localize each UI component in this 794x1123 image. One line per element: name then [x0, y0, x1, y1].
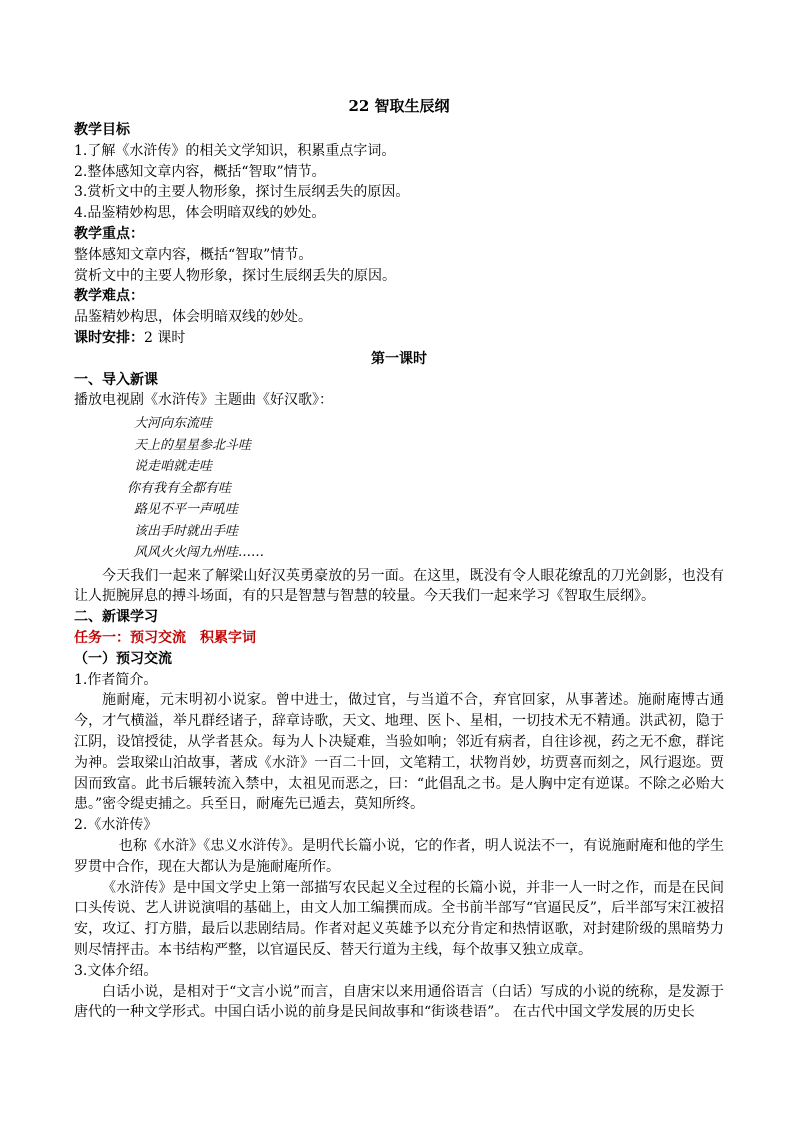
subsection-heading: （一）预习交流: [74, 650, 172, 667]
objective-item: 1.了解《水浒传》的相关文学知识，积累重点字词。: [74, 142, 396, 159]
document-body: [74, 96, 724, 1023]
author-paragraph: 施耐庵，元末明初小说家。曾中进士，做过官，与当道不合，弃官回家，从事著述。施耐庵博古通今，才气横溢，举凡群经诸子，辞章诗歌，天文、地理、医卜、星相，一切技术无不精通。洪武初，隐于江阴，设馆授徒，从学者甚众。每为人卜决疑难，当验如响；邻近有病者，自往诊视，药之无不愈，群诧为神。尝取梁山泊故事，著成《水浒》一百二十回，文笔精工，状物肖妙，坊贾喜而刻之，风行遐迩。贾因而致富。此书后辗转流入禁中，太祖见而恶之，曰：“此倡乱之书。是人胸中定有逆谋。不除之必贻大患。”密令缇吏捕之。兵至日，耐庵先已遁去，莫知所终。: [74, 692, 724, 813]
genre-paragraph: 白话小说，是相对于“文言小说”而言，自唐宋以来用通俗语言（白话）写成的小说的统称，是发源于唐代的一种文学形式。中国白话小说的前身是民间故事和“街谈巷语”。 在古代中国文学发展的历史长: [74, 983, 724, 1021]
song-lyrics: [74, 413, 724, 564]
song-line: 天上的星星参北斗哇: [134, 437, 252, 453]
song-line: 路见不平一声吼哇: [134, 502, 239, 518]
item-genre-heading: 3.文体介绍。: [74, 962, 158, 979]
lesson-heading: 第一课时: [371, 350, 427, 367]
difficulty-heading: 教学难点：: [74, 288, 144, 305]
item-author-heading: 1.作者简介。: [74, 671, 158, 688]
schedule-label: 课时安排：: [74, 329, 144, 346]
difficulty-item: 品鉴精妙构思，体会明暗双线的妙处。: [74, 309, 312, 326]
song-line: 大河向东流哇: [134, 416, 213, 432]
objective-item: 2.整体感知文章内容，概括“智取”情节。: [74, 163, 326, 180]
section-heading-new-lesson: 二、新课学习: [74, 609, 158, 626]
song-line: 你有我有全都有哇: [127, 480, 232, 496]
task-heading: 任务一：预习交流 积累字词: [74, 630, 256, 647]
song-line: 说走咱就走哇: [134, 459, 213, 475]
key-point-item: 整体感知文章内容，概括“智取”情节。: [74, 246, 313, 263]
intro-paragraph: 今天我们一起来了解梁山好汉英勇豪放的另一面。在这里，既没有令人眼花缭乱的刀光剑影，也没有让人扼腕屏息的搏斗场面，有的只是智慧与智慧的较量。今天我们一起来学习《智取生辰纲》。: [74, 567, 724, 605]
item-book-heading: 2.《水浒传》: [74, 817, 158, 834]
key-points-heading: 教学重点：: [74, 225, 144, 242]
objectives-heading: 教学目标: [74, 122, 130, 138]
song-line: 风风火火闯九州哇……: [134, 545, 265, 561]
book-paragraph: 《水浒传》是中国文学史上第一部描写农民起义全过程的长篇小说，并非一人一时之作，而是在民间口头传说、艺人讲说演唱的基础上，由文人加工编撰而成。全书前半部写“官逼民反”，后半部写宋江被招安，攻辽、打方腊，最后以悲剧结局。作者对起义英雄予以充分肯定和热情讴歌，对封建阶级的黑暗势力则尽情抨击。本书结构严整，以官逼民反、替天行道为主线，每个故事又独立成章。: [74, 879, 724, 958]
section-heading-intro: 一、导入新课: [74, 371, 158, 388]
schedule-line: [74, 328, 724, 349]
page-title: 22 智取生辰纲: [348, 97, 450, 115]
objective-item: 4.品鉴精妙构思，体会明暗双线的妙处。: [74, 205, 326, 222]
objective-item: 3.赏析文中的主要人物形象，探讨生辰纲丢失的原因。: [74, 184, 410, 201]
song-line: 该出手时就出手哇: [134, 523, 239, 539]
schedule-value: 2 课时: [144, 329, 186, 346]
intro-line: 播放电视剧《水浒传》主题曲《好汉歌》：: [74, 392, 333, 409]
key-point-item: 赏析文中的主要人物形象，探讨生辰纲丢失的原因。: [74, 267, 396, 284]
book-paragraph: 也称《水浒》《忠义水浒传》。是明代长篇小说，它的作者，明人说法不一，有说施耐庵和他的学生罗贯中合作，现在大都认为是施耐庵所作。: [74, 838, 724, 875]
